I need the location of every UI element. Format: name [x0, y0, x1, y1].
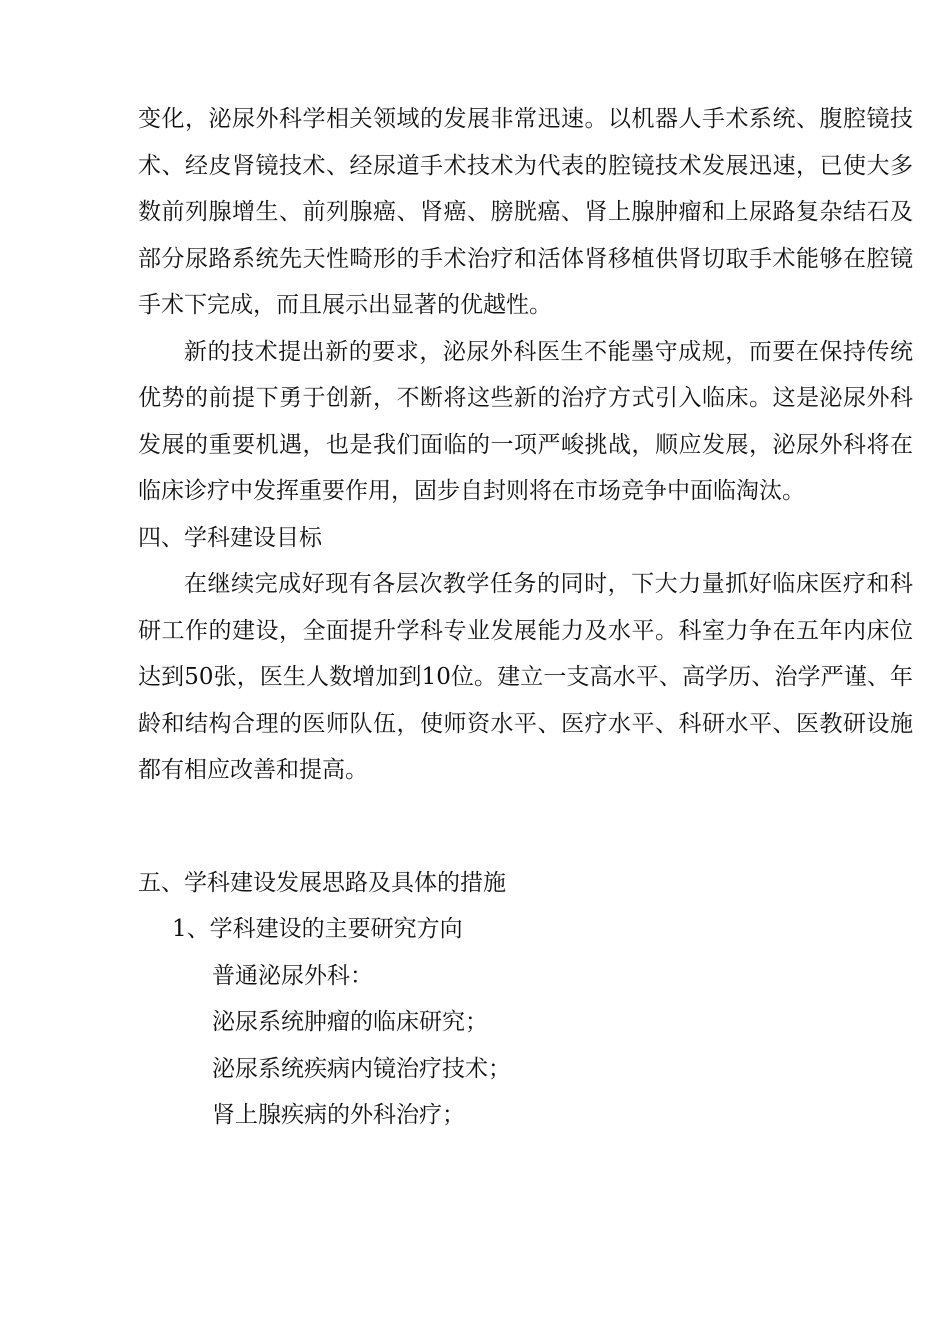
- direction-item: 肾上腺疾病的外科治疗；: [212, 1102, 465, 1128]
- paragraph-goals: 在继续完成好现有各层次教学任务的同时，下大力量抓好临床医疗和科研工作的建设，全面提升学科专业发展能力及水平。科室力争在五年内床位达到50张，医生人数增加到10位。建立一支高水平、高学历、治学严谨、年龄和结构合理的医师队伍，使师资水平、医疗水平、科研水平、医教研设施都有相应改善和提高。: [138, 571, 913, 783]
- document-body: [138, 96, 913, 1139]
- direction-item: 泌尿系统肿瘤的临床研究；: [212, 1009, 488, 1035]
- section-heading-measures: 五、学科建设发展思路及具体的措施: [138, 869, 506, 896]
- direction-item: 泌尿系统疾病内镜治疗技术；: [212, 1055, 511, 1082]
- direction-item: 普通泌尿外科：: [212, 962, 373, 989]
- section-heading-goals: 四、学科建设目标: [138, 524, 322, 551]
- paragraph-robotic-laparoscopy: 变化，泌尿外科学相关领域的发展非常迅速。以机器人手术系统、腹腔镜技术、经皮肾镜技术、经尿道手术技术为代表的腔镜技术发展迅速，已使大多数前列腺增生、前列腺癌、肾癌、膀胱癌、肾上腺肿瘤和上尿路复杂结石及部分尿路系统先天性畸形的手术治疗和活体肾移植供肾切取手术能够在腔镜手术下完成，而且展示出显著的优越性。: [138, 106, 913, 318]
- section-spacer: [138, 794, 913, 860]
- paragraph-new-technology: 新的技术提出新的要求，泌尿外科医生不能墨守成规，而要在保持传统优势的前提下勇于创新，不断将这些新的治疗方式引入临床。这是泌尿外科发展的重要机遇，也是我们面临的一项严峻挑战，顺应发展，泌尿外科将在临床诊疗中发挥重要作用，固步自封则将在市场竞争中面临淘汰。: [138, 338, 913, 504]
- subheading-research-directions: 1、学科建设的主要研究方向: [172, 916, 463, 942]
